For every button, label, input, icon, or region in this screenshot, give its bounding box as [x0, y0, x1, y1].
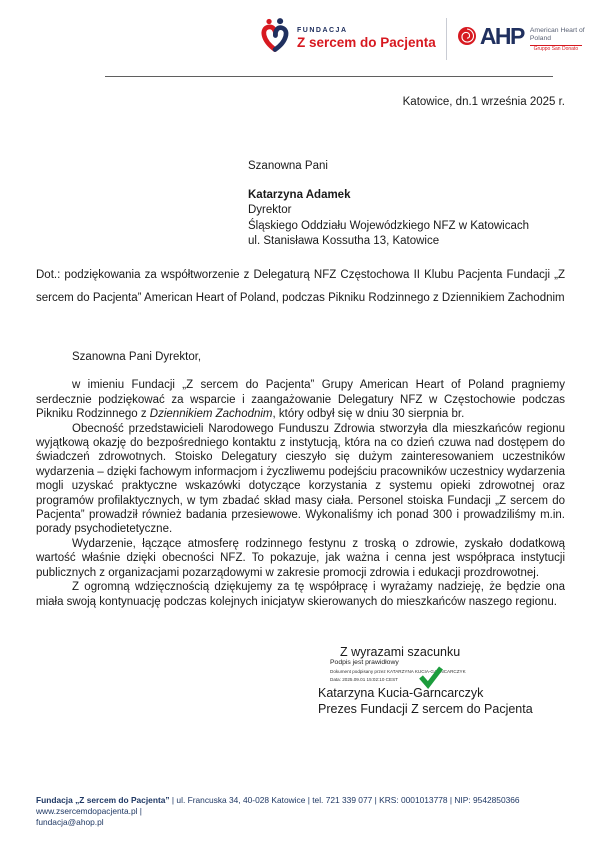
recipient-block	[248, 159, 529, 250]
ahp-subtitle: Gruppo San Donato	[530, 45, 582, 53]
ahp-logo-text	[530, 26, 590, 53]
subject-line: Dot.: podziękowania za współtworzenie z Delegaturą NFZ Częstochowa II Klubu Pacjenta Fundacji „Z sercem do Pacjenta” American Heart of Poland, podczas Pikniku Rodzinnego z Dziennikiem Zachodnim	[36, 269, 565, 304]
recipient-address: ul. Stanisława Kossutha 13, Katowice	[248, 235, 440, 248]
ahp-rose-emblem-icon	[457, 26, 477, 51]
signer-title: Prezes Fundacji Z sercem do Pacjenta	[318, 702, 533, 717]
signature-closing: Z wyrazami szacunku	[340, 645, 461, 659]
footer-org-name: Fundacja „Z sercem do Pacjenta”	[36, 795, 170, 805]
body-paragraph-4: Z ogromną wdzięcznością dziękujemy za tę współpracę i wyrażamy nadzieję, że będzie ona miała swoją kontynuację podczas kolejnych inicjatyw skierowanych do mieszkańców naszego regionu.	[36, 581, 565, 608]
letter-body	[36, 350, 565, 609]
stamp-date-line: Data: 2025.09.01 15:02:10 CEST	[330, 676, 398, 682]
p1-text-pre: w imieniu Fundacji „Z sercem do Pacjenta” Grupy American Heart of Poland pragniemy serdecznie podziękować za wsparcie i zaangażowanie Delegatury NFZ w Częstochowie podczas Pikniku Rodzinnego z	[36, 379, 565, 421]
footer-line-1	[36, 795, 576, 817]
p1-text-post: , który odbył się w dniu 30 sierpnia br.	[272, 408, 465, 421]
header-divider-rule	[105, 76, 553, 77]
signature-block	[318, 645, 568, 716]
recipient-organization: Śląskiego Oddziału Wojewódzkiego NFZ w Katowicach	[248, 219, 530, 232]
footer-contact-info: | ul. Francuska 34, 40-028 Katowice | tel. 721 339 077 | KRS: 0001013778 | NIP: 9542850366 www.zsercemdopacjenta.pl |	[36, 795, 520, 816]
stamp-signer-line: Dokument podpisany przez KATARZYNA KUCIA-GARNCARCZYK	[330, 669, 466, 674]
foundation-name: Z sercem do Pacjenta	[297, 35, 436, 51]
header-logos	[258, 16, 590, 61]
green-checkmark-icon	[418, 665, 444, 689]
foundation-logo	[258, 16, 436, 61]
digital-signature-stamp	[330, 659, 568, 682]
footer	[36, 795, 576, 828]
signer-name: Katarzyna Kucia-Garncarczyk	[318, 686, 484, 701]
ahp-acronym: AHP	[479, 22, 524, 49]
body-paragraph-1	[36, 378, 565, 421]
heart-figures-icon	[258, 16, 292, 61]
foundation-word: FUNDACJA	[297, 27, 348, 35]
stamp-valid-text: Podpis jest prawidłowy	[330, 659, 399, 666]
foundation-logo-text	[297, 27, 436, 50]
body-paragraph-3: Wydarzenie, łączące atmosferę rodzinnego festynu z troską o zdrowie, zyskało dodatkową wartość właśnie dzięki obecności NFZ. To pokazuje, jak ważna i cenna jest współpraca instytucji publicznych z organizacjami pozarządowymi w zakresie promocji zdrowia i edukacji prozdrowotnej.	[36, 537, 565, 579]
recipient-name: Katarzyna Adamek	[248, 188, 351, 201]
body-greeting: Szanowna Pani Dyrektor,	[72, 351, 202, 363]
logo-divider	[446, 18, 447, 60]
ahp-logo	[457, 24, 590, 53]
p1-text-italic: Dziennikiem Zachodnim	[149, 408, 273, 421]
body-paragraph-2: Obecność przedstawicieli Narodowego Funduszu Zdrowia stworzyła dla mieszkańców regionu wyjątkową okazję do bezpośredniego kontaktu z instytucją, która na co dzień czuwa nad dostępem do świadczeń zdrowotnych. Stoisko Delegatury cieszyło się dużym zainteresowaniem uczestników wydarzenia – dzięki fachowym informacjom i życzliwemu podejściu pracowników uczestnicy wydarzenia mogli uzyskać praktyczne wskazówki dotyczące korzystania z systemu opieki zdrowotnej oraz programów profilaktycznych, w tym zbadać skład masy ciała. Personel stoiska Fundacji „Z sercem do Pacjenta” prowadził również badania przesiewowe. Wykonaliśmy ich ponad 300 i prowadziliśmy m.in. porady psychodietetyczne.	[36, 422, 565, 536]
recipient-title: Dyrektor	[248, 204, 292, 217]
date-line: Katowice, dn.1 września 2025 r.	[402, 96, 565, 108]
ahp-name: American Heart of Poland	[529, 26, 585, 42]
recipient-gap	[248, 175, 529, 188]
footer-email: fundacja@ahop.pl	[36, 817, 104, 827]
recipient-salutation: Szanowna Pani	[248, 160, 328, 172]
